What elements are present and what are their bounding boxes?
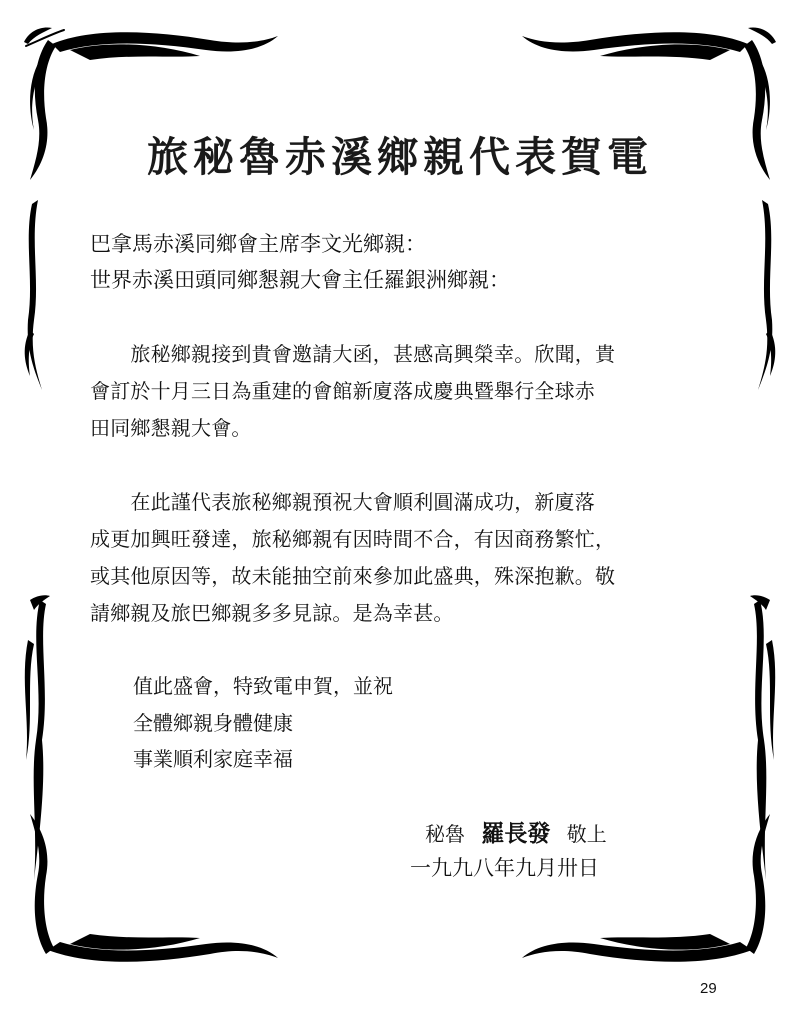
salutation-line-1: 巴拿馬赤溪同鄉會主席李文光鄉親： bbox=[90, 232, 426, 256]
page-number: 29 bbox=[700, 980, 717, 997]
signature-suffix: 敬上 bbox=[566, 822, 607, 846]
right-lower-ribbon bbox=[750, 595, 775, 880]
left-side-ribbon bbox=[25, 200, 42, 390]
signer-name: 羅長發 bbox=[481, 820, 551, 847]
paragraph-line: 旅秘鄉親接到貴會邀請大函，甚感高興榮幸。欣聞，貴 bbox=[90, 342, 616, 366]
paragraph-line: 請鄉親及旅巴鄉親多多見諒。是為幸甚。 bbox=[90, 601, 454, 625]
bottom-left-ribbon bbox=[30, 814, 278, 962]
paragraph-line: 田同鄉懇親大會。 bbox=[90, 416, 252, 440]
signature bbox=[425, 815, 607, 848]
closing-line: 全體鄉親身體健康 bbox=[133, 711, 293, 735]
paragraph-line: 成更加興旺發達，旅秘鄉親有因時間不合，有因商務繁忙， bbox=[90, 527, 616, 551]
closing-line: 值此盛會，特致電申賀，並祝 bbox=[133, 674, 393, 698]
salutation-line-2: 世界赤溪田頭同鄉懇親大會主任羅銀洲鄉親： bbox=[90, 268, 510, 292]
signature-prefix: 秘魯 bbox=[425, 822, 465, 846]
paragraph-line: 或其他原因等，故未能抽空前來參加此盛典，殊深抱歉。敬 bbox=[90, 564, 616, 588]
closing-line: 事業順利家庭幸福 bbox=[133, 747, 293, 771]
paragraph-line: 會訂於十月三日為重建的會館新廈落成慶典暨舉行全球赤 bbox=[90, 379, 595, 403]
paragraph-line: 在此謹代表旅秘鄉親預祝大會順利圓滿成功，新廈落 bbox=[90, 490, 595, 514]
document-date: 一九九八年九月卅日 bbox=[410, 856, 599, 880]
document-title: 旅秘魯赤溪鄉親代表賀電 bbox=[147, 133, 653, 181]
right-side-ribbon bbox=[758, 200, 775, 390]
left-lower-ribbon bbox=[25, 595, 50, 880]
